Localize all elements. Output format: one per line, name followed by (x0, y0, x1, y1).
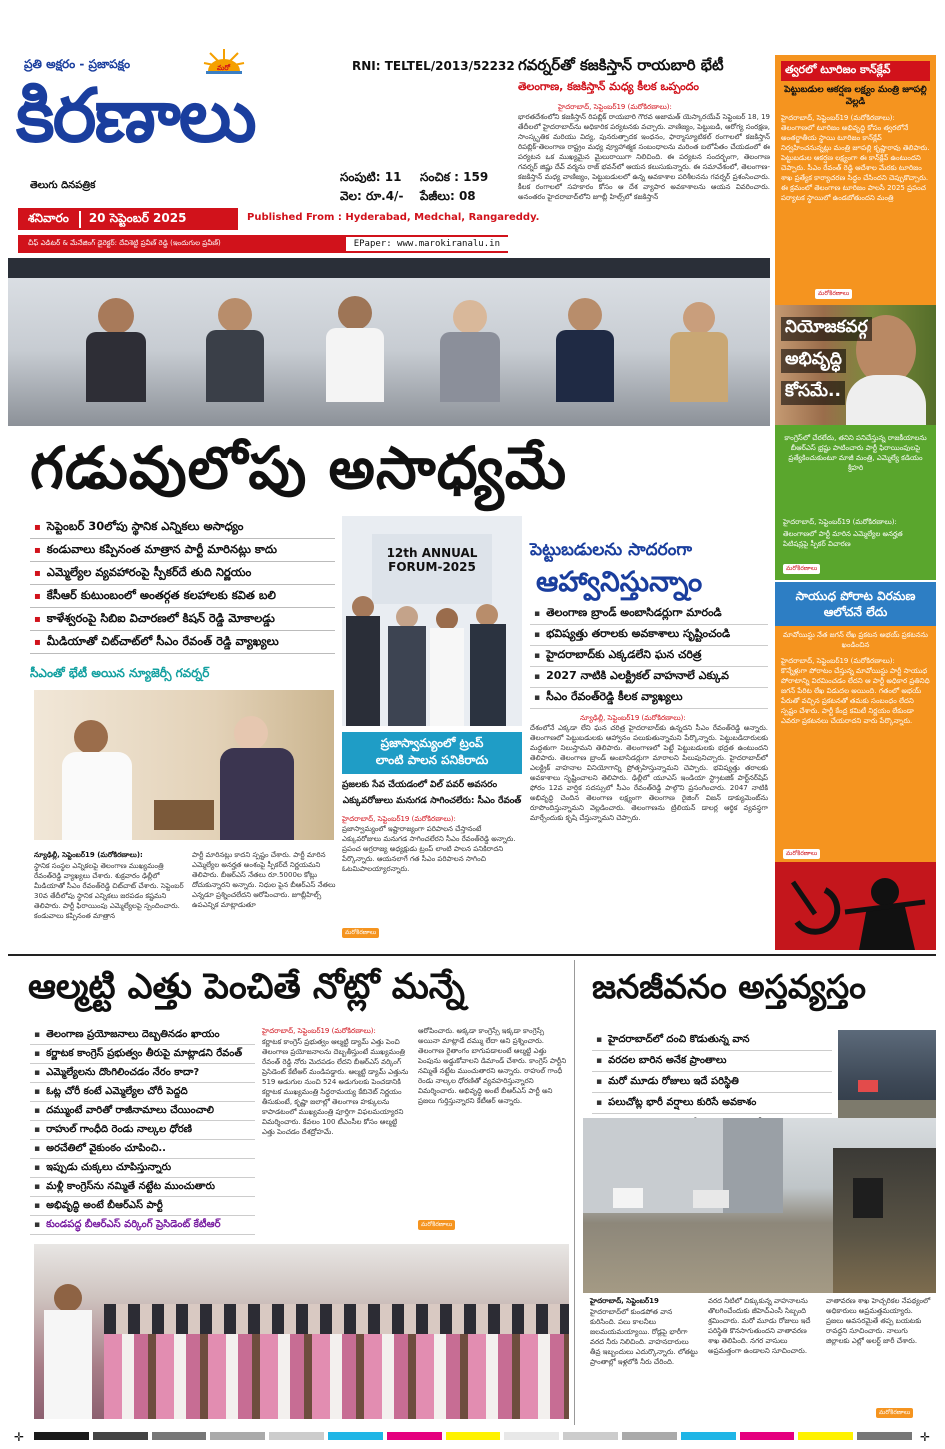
dev-dateline: హైదరాబాద్, సెప్టెంబర్19 (మరోకిరణాలు): (783, 518, 897, 526)
main-body-2: పార్టీ మారినట్లు కాదని స్పష్టం చేశారు. పార్టీ మారిన ఎమ్మెల్యేల అనర్హత అంశంపై స్పీకర్‌దే నిర్ణయమని తెలిపారు. బీఆర్ఎస్ నేతలు రూ.5000ల కోట్లు దోచుకున్నారని అన్నారు. నిధుల పైన బీఆర్ఎస్ నేతలు ఎన్నడూ ప్రశ్నించలేదని ఆరోపించారు. జూబ్లీహిల్స్ ఉపఎన్నిక మాట్లాడుతూ (192, 851, 336, 909)
trump-dateline: హైదరాబాద్, సెప్టెంబర్19 (మరోకిరణాలు): (342, 815, 456, 823)
main-bullet: ▪ కేసీఆర్ కుటుంబంలో అంతర్గత కలహాలకు కవిత బలి (30, 585, 335, 608)
almatti-bullet: ▪ తెలంగాణ ప్రయోజనాలు దెబ్బతినడం ఖాయం (30, 1026, 255, 1045)
rni-number: RNI: TELTEL/2013/52232 (352, 59, 515, 73)
ad-tag: మరోకిరణాలు (815, 289, 852, 299)
paper-name-logo: కిరణాలు (16, 73, 255, 159)
tourism-dateline: హైదరాబాద్, సెప్టెంబర్19 (మరోకిరణాలు): (781, 114, 895, 122)
maoist-body: కొన్నేళ్లుగా పోరాటం చేస్తున్న మావోయిస్టు పార్టీ సాయుధ పోరాటాన్ని విరమించడం లేదని ఆ పార్టీ అధికార ప్రతినిధి జగన్ పేరిట లేఖ విడుదల అయింది. గతంలో అభయ్ పేరుతో వచ్చిన ప్రకటనతో తమకు సంబంధం లేదని స్పష్టం చేశారు. పార్టీ కేంద్ర కమిటీ నిర్ణయం లేకుండా ఎవరూ ప్రకటనలు చేయరాదని వారు పేర్కొన్నారు. (781, 667, 930, 725)
almatti-body-2: ఆరోపించారు. అక్కడా కాంగ్రెస్సే ఇక్కడా కాంగ్రెస్సే అయినా మాట్లాడే దమ్ము లేదా అని ప్రశ్నించారు. తెలంగాణ రైతాంగం బాగుపడాలంటే ఆల్మట్టి ఎత్తు పెంపును అడ్డుకోవాలని డిమాండ్ చేశారు. కాంగ్రెస్ పార్టీని నమ్మితే నట్టేట ముంచుతారని అన్నారు. రాహుల్ గాంధీ రెండు నాల్కల ధోరణితో వ్యవహరిస్తున్నారని విమర్శించారు. అభివృద్ధి అంటే బీఆర్ఎస్ పార్టీ అని ప్రజలు గుర్తిస్తున్నారని కేటీఆర్ అన్నారు. (418, 1027, 567, 1105)
ktr-meeting-photo (34, 1244, 569, 1419)
almatti-bullet: ▪ రాహుల్ గాంధీది రెండు నాల్కల ధోరణి (30, 1121, 255, 1140)
almatti-dateline: హైదరాబాద్, సెప్టెంబర్19 (మరోకిరణాలు): (262, 1027, 376, 1035)
epaper-link[interactable]: EPaper: www.marokiranalu.in (346, 237, 508, 251)
logo-badge: మరో (217, 64, 231, 72)
almatti-bullet: ▪ కర్ణాటక కాంగ్రెస్ ప్రభుత్వం తీరుపై మాట్లాడని రేవంత్ (30, 1045, 255, 1064)
invest-body: దేశంలోనే ఎక్కడా లేని ఘన చరిత్ర హైదరాబాద్‌కు ఉన్నదని సీఎం రేవంత్‌రెడ్డి అన్నారు. తెలంగాణలో పెట్టుబడులకు ఆహ్వానం పలుకుతున్నామని పేర్కొన్నారు. పెట్టుబడిదారులకు మద్దతుగా నిలుస్తామని తెలిపారు. తెలంగాణలో పెట్టే పెట్టుబడులకు భద్రత ఉంటుందని తెలిపారు. తెలంగాణ బ్రాండ్ అంబాసిడర్లుగా మారాలని పిలుపునిచ్చారు. హైదరాబాద్‌లో ఎలక్ట్రిక్ వాహనాల వినియోగాన్ని ప్రోత్సహిస్తున్నామని చెప్పారు. భవిష్యత్తు తరాలకు అవకాశాలు సృష్టించాలని తెలిపారు. ఢిల్లీలో యూఎస్ ఇండియా స్ట్రాటజిక్ పార్ట్‌నర్‌షిప్ ఫోరం 12వ వార్షిక సదస్సులో సీఎం రేవంత్‌రెడ్డి పాల్గొని ప్రసంగించారు. 2047 నాటికి అభివృద్ధి చెందిన తెలంగాణ లక్ష్యంగా తెలంగాణ రైజింగ్ విజన్ డాక్యుమెంట్‌ను రూపొందిస్తున్నామని వెల్లడించారు. తెలంగాణను ట్రిలియన్ డాలర్ల ఆర్థిక వ్యవస్థగా మార్చేందుకు కృషి చేస్తున్నామని చెప్పారు. (530, 724, 768, 822)
top-story-headline: గవర్నర్‌తో కజకిస్తాన్ రాయబారి భేటీ (518, 56, 724, 74)
trump-headline-2: లాంటి పాలన పనికిరాదు (375, 753, 489, 767)
date: 20 సెప్టెంబర్ 2025 (88, 210, 187, 225)
rain-body-1: హైదరాబాద్‌లో కుండపోత వాన కురిసింది. పలు కాలనీలు జలమయమయ్యాయి. రోడ్లపై భారీగా వరద నీరు నిలిచింది. వాహనదారులు తీవ్ర ఇబ్బందులు ఎదుర్కొన్నారు. లోతట్టు ప్రాంతాల్లో ఇళ్లలోకి నీరు చేరింది. (590, 1308, 698, 1366)
trump-headline-box (342, 732, 522, 774)
ad-tag: మరోకిరణాలు (783, 564, 820, 574)
editor-bar (18, 235, 508, 253)
tourism-sub: పెట్టుబడుల ఆకర్షణ లక్ష్యం మంత్రి జూపల్లి వెల్లడి (784, 85, 927, 107)
almatti-bullet: ▪ అరచేతిలో వైకుంఠం చూపించి.. (30, 1140, 255, 1159)
ad-tag: మరోకిరణాలు (783, 849, 820, 859)
maoist-headline: సాయుధ పోరాట విరమణ ఆలోచనే లేదు (775, 582, 936, 626)
dev-body-2: తెలంగాణలో పార్టీ మారిన ఎమ్మెల్యేల అనర్హత పిటిషన్లపై స్పీకర్ విచారణ (783, 530, 903, 548)
flooded-road-photo (583, 1118, 936, 1293)
paper-subtitle: తెలుగు దినపత్రిక (30, 180, 96, 191)
trump-sub-2: ఎక్కువరోజులు మనుగడ సాగించలేరు: సీఎం రేవంత్ (342, 796, 522, 806)
trump-headline-1: ప్రజాస్వామ్యంలో ట్రంప్ (380, 736, 484, 750)
forum-banner (372, 534, 492, 604)
issue: సంచిక : 159 (420, 170, 489, 184)
rain-body-3: వాతావరణ శాఖ హెచ్చరికల నేపథ్యంలో అధికారులు అప్రమత్తమయ్యారు. ప్రజలు అవసరమైతే తప్ప బయటకు రావద్దని సూచించారు. నాలుగు జిల్లాలకు ఎల్లో అలర్ట్ జారీ చేశారు. (826, 1297, 931, 1345)
volume: సంపుటి: 11 (340, 170, 402, 184)
registration-mark-icon: ✛ (14, 1430, 25, 1444)
main-bullet: ▪ సెప్టెంబర్ 30లోపు స్థానిక ఎన్నికలు అసాధ్యం (30, 516, 335, 539)
main-bullet: ▪ ఎమ్మెల్యేల వ్యవహారంపై స్పీకర్‌దే తుది నిర్ణయం (30, 562, 335, 585)
forum-photo (342, 516, 522, 726)
main-bullet: ▪ కండువాలు కప్పినంత మాత్రాన పార్టీ మారినట్లు కాదు (30, 539, 335, 562)
tourism-kicker: త్వరలో టూరిజం కాన్‌క్లేవ్ (781, 61, 930, 81)
tourism-body: తెలంగాణలో టూరిజం అభివృద్ధి కోసం త్వరలోనే అంతర్జాతీయ స్థాయి టూరిజం కాన్‌క్లేవ్ నిర్వహించనున్నట్లు మంత్రి జూపల్లి కృష్ణారావు తెలిపారు. పెట్టుబడుల ఆకర్షణ లక్ష్యంగా ఈ కాన్‌క్లేవ్ ఉంటుందని చెప్పారు. సీఎం రేవంత్ రెడ్డి ఆదేశాల మేరకు టూరిజం శాఖ ప్రత్యేక కార్యాచరణ సిద్ధం చేసిందని చెప్పుకొచ్చారు. ఈ క్రమంలో తెలంగాణ టూరిజం పాలసీ 2025 ప్రపంచ పర్యాటక స్థాయిలో ఉండబోతుందని మంత్రి (781, 124, 930, 202)
pages: పేజీలు: 08 (420, 189, 476, 203)
dev-headline-1: నియోజకవర్గ (781, 317, 872, 341)
main-bullet: ▪ కాళేశ్వరంపై సిబిఐ విచారణలో కిషన్ రెడ్డి మోకాలడ్డు (30, 608, 335, 631)
forum-line-1: 12th ANNUAL (386, 546, 478, 560)
dev-headline-3: కోసమే.. (781, 381, 845, 405)
almatti-body: కర్ణాటక కాంగ్రెస్ ప్రభుత్వం ఆల్మట్టి డ్యామ్ ఎత్తు పెంచి తెలంగాణ ప్రయోజనాలను దెబ్బతీస్తుంటే ముఖ్యమంత్రి రేవంత్ రెడ్డి నోరు మెదపడం లేదని బీఆర్ఎస్ వర్కింగ్ ప్రెసిడెంట్ కేటీఆర్ మండిపడ్డారు. ఆల్మట్టి డ్యామ్ ఎత్తును 519 అడుగుల నుంచి 524 అడుగులకు పెంచడానికి కర్ణాటక ముఖ్యమంత్రి సిద్ధరామయ్య కేబినెట్ నిర్ణయం తీసుకుంటే, కృష్ణా జలాల్లో తెలంగాణ హక్కులను కాపాడటంలో ముఖ్యమంత్రి పూర్తిగా విఫలమయ్యారని విమర్శించారు. కేవలం 100 టీఎంసీల కోసం ఆల్మట్టి ఎత్తు పెంచడం దేశద్రోహమే. (262, 1038, 409, 1136)
tagline: ప్రతి అక్షరం - ప్రజాపక్షం (24, 57, 131, 71)
trump-sub: ప్రజలకు సేవ చేయడంలో విల్ పవర్ అవసరం (342, 780, 498, 790)
invest-bullet: ▪ హైదరాబాద్‌కు ఎక్కడలేని ఘన చరిత్ర (530, 646, 768, 667)
development-box (775, 305, 936, 580)
ad-tag: మరోకిరణాలు (418, 1220, 455, 1230)
trump-story (342, 732, 522, 947)
registration-mark-icon: ✛ (920, 1430, 931, 1444)
column-divider (574, 960, 575, 1425)
invest-headline: ఆహ్వానిస్తున్నాం (536, 565, 703, 598)
rain-bullet: ▪ పలుచోట్ల భారీ వర్షాలు కురిసే అవకాశం (592, 1093, 832, 1114)
invest-bullet: ▪ తెలంగాణ బ్రాండ్ అంబాసిడర్లుగా మారండి (530, 604, 768, 625)
invest-dateline: న్యూఢిల్లీ, సెప్టెంబర్19 (మరోకిరణాలు): (580, 714, 686, 722)
maoist-sub: మావోయిస్టు నేత జగన్ లేఖ ప్రకటన అభయ్ ప్రకటనను ఖండించిన (783, 631, 928, 649)
main-headline: గడువులోపు అసాధ్యమే (30, 434, 568, 502)
almatti-bullet: ▪ ఇప్పుడు చుక్కలు చూపిస్తున్నారు (30, 1159, 255, 1178)
rain-bullet: ▪ మరో మూడు రోజులు ఇదే పరిస్థితి (592, 1072, 832, 1093)
masthead (12, 55, 512, 265)
invest-kicker: పెట్టుబడులను సాదరంగా (530, 540, 692, 560)
forum-line-2: FORUM-2025 (388, 560, 476, 574)
almatti-bullet: ▪ అభివృద్ధి అంటే బీఆర్ఎస్ పార్టీ (30, 1197, 255, 1216)
cm-meeting-photo (34, 690, 334, 840)
invest-bullet: ▪ భవిష్యత్తు తరాలకు అవకాశాలు సృష్టించండి (530, 625, 768, 646)
main-bullet: ▪ మీడియాతో చిట్‌చాట్‌లో సీఎం రేవంత్ రెడ్డి వ్యాఖ్యలు (30, 631, 335, 654)
tourism-box (775, 55, 936, 305)
main-body: స్థానిక సంస్థల ఎన్నికలపై తెలంగాణ ముఖ్యమంత్రి రేవంత్‌రెడ్డి వ్యాఖ్యలు చేశారు. శుక్రవారం ఢిల్లీలో మీడియాతో సీఎం రేవంత్‌రెడ్డి చిట్‌చాట్ చేశారు. సెప్టెంబర్ 30వ తేదీలోపు స్థానిక ఎన్నికలు జరపడం కష్టమని తెలిపారు. పార్టీ ఫిరాయింపు ఎమ్మెల్యేలపై స్పందించారు. కండువాలు కప్పినంత మాత్రాన (34, 862, 184, 920)
top-story-dateline: హైదరాబాద్, సెప్టెంబర్19 (మరోకిరణాలు): (558, 103, 672, 111)
rain-headline: జనజీవనం అస్తవ్యస్తం (592, 967, 866, 1006)
rain-bullet: ▪ హైదరాబాద్‌లో దంచి కొడుతున్న వాన (592, 1030, 832, 1051)
invest-story (530, 540, 768, 950)
editor-credit: చీఫ్ ఎడిటర్ & మేనేజింగ్ డైరెక్టర్: దేవిశెట్టి ప్రవీణ్ రెడ్డి (ఇందుగుల ప్రవీణ్) (28, 239, 221, 247)
main-dateline: న్యూఢిల్లీ, సెప్టెంబర్19 (మరోకిరణాలు): (34, 851, 143, 859)
almatti-bullet: ▪ కుండపద్ధ బీఆర్ఎస్ వర్కింగ్ ప్రెసిడెంట్ కేటీఆర్ (30, 1216, 255, 1235)
hammer-sickle-icon (775, 862, 936, 950)
almatti-headline: ఆల్మట్టి ఎత్తు పెంచితే నోట్లో మన్నే (28, 967, 465, 1007)
trump-body: ప్రజాస్వామ్యంలో ఇష్టారాజ్యంగా పరిపాలన చేస్తానంటే ఎక్కువరోజులు మనుగడ సాగించలేరని సీఎం రేవంత్‌రెడ్డి అన్నారు. ప్రపంచ అగ్రరాజ్య అధ్యక్షుడు ట్రంప్ లాంటి పాలన పనికిరాదని పేర్కొన్నారు. ఆయనలాగే గత సీఎం పరిపాలన సాగించి ఓటమిపాలయ్యారన్నారు. (342, 825, 516, 873)
section-divider (8, 954, 936, 956)
top-story-subheadline: తెలంగాణ, కజకిస్తాన్ మధ్య కీలక ఒప్పందం (518, 80, 699, 93)
rain-bullet: ▪ వరదల బారిన అనేక ప్రాంతాలు (592, 1051, 832, 1072)
almatti-bullet: ▪ ఓట్ల చోరీ కంటే ఎమ్మెల్యేల చోరీ పెద్దది (30, 1083, 255, 1102)
date-bar (18, 208, 238, 230)
ad-tag: మరోకిరణాలు (342, 928, 379, 938)
top-story (518, 55, 770, 260)
print-color-bar (34, 1432, 912, 1440)
rain-dateline: హైదరాబాద్, సెప్టెంబర్19 (590, 1297, 659, 1305)
ad-tag: మరోకిరణాలు (876, 1408, 913, 1418)
almatti-bullet: ▪ దమ్ముంటే వారితో రాజీనామాలు చేయించాలి (30, 1102, 255, 1121)
nj-governor-kicker: సీఎంతో భేటీ అయిన న్యూజెర్సీ గవర్నర్ (30, 666, 210, 680)
top-story-body: భారతదేశంలోని కజకిస్తాన్ రిపబ్లిక్ రాయబారి గౌరవ అజామత్ యెస్కారయేవ్ సెప్టెంబర్ 18, 19 తేదీలలో హైదరాబాద్‌ను అధికారిక పర్యటనకు వచ్చారు. వాణిజ్యం, పెట్టుబడి, ఆరోగ్య సంరక్షణ, సాంస్కృతిక మరియు విద్య, పునరుత్పాదక ఇంధనం, ఫార్మాస్యూటికల్ రంగాలలో కజకిస్తాన్ రిపబ్లిక్-తెలంగాణ రాష్ట్రం మధ్య వ్యూహాత్మక సంబంధాలను మరింత బలోపేతం చేయడంలో ఈ పర్యటన ఒక ముఖ్యమైన మైలురాయిగా నిలిచింది. ఈ పర్యటన సందర్భంగా, తెలంగాణ గవర్నర్ జిష్ణు దేవ్ వర్మను రాజ్ భవన్‌లో ఆయన కలుసుకున్నారు. ఈ సమావేశంలో, తెలంగాణ-కజకిస్తాన్ మధ్య వాణిజ్యం, పెట్టుబడులలో ఉన్న అవకాశాల పరిశీలనను గవర్నర్ ప్రశంసించారు. కీలక రంగాలలో సహకారం కోసం ఆ దేశ వ్యాపార అవకాశాలను ఆయన వివరించారు. అనంతరం హైదరాబాద్‌లోని జూబ్లీ హిల్స్‌లో కజకిస్తాన్ (518, 113, 770, 201)
day: శనివారం (18, 211, 81, 228)
maoist-box (775, 582, 936, 950)
rain-body-2: వరద నీటిలో చిక్కుకున్న వాహనాలను తొలగించేందుకు జీహెచ్ఎంసీ సిబ్బంది శ్రమించారు. మరో మూడు రోజులు ఇదే పరిస్థితి కొనసాగుతుందని వాతావరణ శాఖ తెలిపింది. నగర వాసులు అప్రమత్తంగా ఉండాలని సూచించారు. (708, 1297, 811, 1355)
dev-headline-2: అభివృద్ధి (781, 349, 846, 373)
price: వెల: రూ.4/- (340, 189, 404, 203)
almatti-bullet: ▪ ఎమ్మెల్యేలను దొంగిలించడం నేరం కాదా? (30, 1064, 255, 1083)
invest-bullet: ▪ 2027 నాటికి ఎలక్ట్రికల్ వాహనాలే ఎక్కువ (530, 667, 768, 688)
conference-photo (8, 258, 770, 426)
almatti-bullet: ▪ మళ్లీ కాంగ్రెస్‌ను నమ్మితే నట్టేట ముంచుతారు (30, 1178, 255, 1197)
dev-body: కాంగ్రెస్‌లో చేరలేదు, తనిని పనిచేస్తున్న రాజకీయాలను బీఆర్ఎస్ భ్రష్టు పాటించారు పార్టీ ఫిరాయింపులపై ప్రత్యేకించుకుంటూ మాజీ మంత్రి, ఎమ్మెల్యే కడియం శ్రీహరి (784, 434, 927, 472)
almatti-bullets (30, 1026, 255, 1235)
published-from: Published From : Hyderabad, Medchal, Rangareddy. (247, 212, 540, 223)
main-bullets (30, 516, 335, 654)
invest-bullet: ▪ సీఎం రేవంత్‌రెడ్డి కీలక వ్యాఖ్యలు (530, 688, 768, 709)
maoist-dateline: హైదరాబాద్, సెప్టెంబర్19 (మరోకిరణాలు): (781, 657, 895, 665)
